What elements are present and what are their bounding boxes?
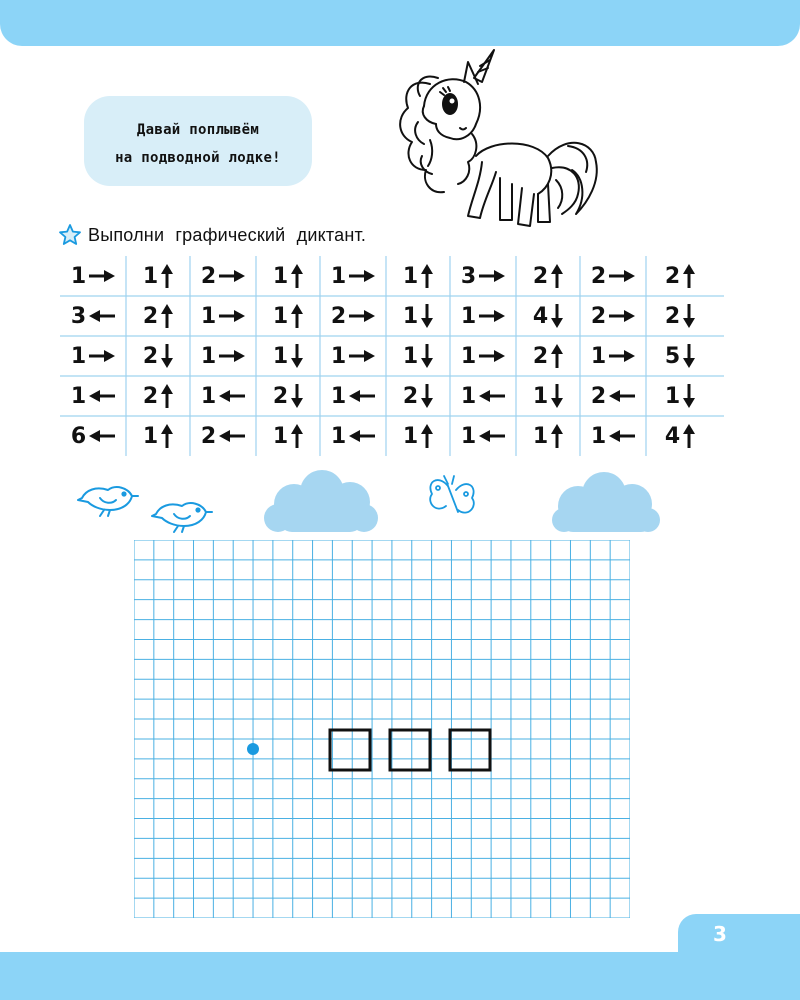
dictation-step — [190, 416, 256, 456]
dictation-step — [320, 296, 386, 336]
dictation-step — [60, 336, 126, 376]
arrow-up-icon — [161, 424, 173, 448]
bottom-band — [0, 952, 800, 1000]
dictation-step — [60, 416, 126, 456]
arrow-left-icon — [89, 429, 115, 443]
drawing-grid[interactable] — [134, 540, 630, 918]
arrow-left-icon — [349, 389, 375, 403]
dictation-step — [516, 336, 580, 376]
step-count: 2 — [330, 303, 347, 329]
step-count: 1 — [142, 423, 159, 449]
arrow-down-icon — [683, 344, 695, 368]
step-count: 5 — [664, 343, 681, 369]
arrow-left-icon — [609, 389, 635, 403]
arrow-left-icon — [219, 389, 245, 403]
step-count: 3 — [460, 263, 477, 289]
arrow-up-icon — [683, 424, 695, 448]
dictation-step — [386, 376, 450, 416]
step-count: 1 — [200, 303, 217, 329]
speech-bubble — [84, 96, 312, 186]
step-count: 1 — [330, 383, 347, 409]
arrow-right-icon — [479, 349, 505, 363]
arrow-down-icon — [291, 344, 303, 368]
arrow-right-icon — [89, 349, 115, 363]
step-count: 2 — [532, 263, 549, 289]
arrow-left-icon — [479, 389, 505, 403]
step-count: 1 — [460, 343, 477, 369]
dictation-step — [646, 376, 714, 416]
arrow-up-icon — [161, 264, 173, 288]
step-count: 1 — [460, 383, 477, 409]
dictation-row — [60, 256, 724, 296]
arrow-up-icon — [291, 264, 303, 288]
arrow-down-icon — [421, 344, 433, 368]
step-count: 2 — [664, 303, 681, 329]
instruction-text: Выполни графический диктант. — [88, 224, 367, 245]
dictation-step — [516, 256, 580, 296]
arrow-down-icon — [551, 304, 563, 328]
dictation-step — [450, 416, 516, 456]
step-count: 2 — [142, 343, 159, 369]
arrow-up-icon — [291, 304, 303, 328]
dictation-step — [190, 336, 256, 376]
step-count: 2 — [272, 383, 289, 409]
dictation-step — [320, 416, 386, 456]
square-shape — [390, 730, 430, 770]
arrow-left-icon — [479, 429, 505, 443]
step-count: 1 — [330, 343, 347, 369]
bubble-line-1: Давай поплывём — [136, 122, 260, 138]
dictation-row — [60, 376, 724, 416]
arrow-up-icon — [551, 424, 563, 448]
arrow-down-icon — [683, 384, 695, 408]
dictation-step — [516, 296, 580, 336]
arrow-left-icon — [609, 429, 635, 443]
dictation-row — [60, 296, 724, 336]
dictation-step — [60, 376, 126, 416]
arrow-right-icon — [349, 309, 375, 323]
instruction — [58, 222, 366, 248]
square-shape — [330, 730, 370, 770]
bubble-line-2: на подводной лодке! — [115, 150, 281, 166]
step-count: 1 — [272, 263, 289, 289]
step-count: 1 — [330, 423, 347, 449]
step-count: 2 — [590, 263, 607, 289]
arrow-right-icon — [219, 349, 245, 363]
arrow-right-icon — [479, 269, 505, 283]
dictation-step — [646, 416, 714, 456]
dictation-step — [256, 256, 320, 296]
dictation-step — [386, 256, 450, 296]
arrow-left-icon — [89, 389, 115, 403]
dictation-step — [60, 296, 126, 336]
step-count: 2 — [590, 383, 607, 409]
step-count: 2 — [402, 383, 419, 409]
bird-icon — [152, 503, 212, 532]
step-count: 2 — [200, 263, 217, 289]
unicorn-illustration — [372, 38, 612, 238]
step-count: 2 — [142, 303, 159, 329]
dictation-row — [60, 336, 724, 376]
dictation-step — [60, 256, 126, 296]
dictation-step — [450, 296, 516, 336]
dictation-step — [580, 376, 646, 416]
dictation-step — [450, 256, 516, 296]
arrow-up-icon — [421, 424, 433, 448]
arrow-down-icon — [421, 304, 433, 328]
step-count: 4 — [664, 423, 681, 449]
step-count: 1 — [70, 383, 87, 409]
dictation-step — [580, 416, 646, 456]
dictation-step — [450, 336, 516, 376]
dictation-step — [190, 256, 256, 296]
step-count: 1 — [532, 423, 549, 449]
step-count: 2 — [200, 423, 217, 449]
dictation-step — [126, 416, 190, 456]
dictation-step — [126, 256, 190, 296]
arrow-left-icon — [349, 429, 375, 443]
dictation-step — [646, 256, 714, 296]
dictation-step — [450, 376, 516, 416]
step-count: 1 — [200, 383, 217, 409]
arrow-up-icon — [421, 264, 433, 288]
step-count: 2 — [590, 303, 607, 329]
step-count: 1 — [402, 263, 419, 289]
cloud-icon — [264, 470, 378, 532]
dictation-step — [126, 376, 190, 416]
star-icon — [58, 223, 82, 247]
arrow-right-icon — [349, 269, 375, 283]
arrow-down-icon — [161, 344, 173, 368]
dictation-step — [126, 296, 190, 336]
arrow-right-icon — [609, 269, 635, 283]
dictation-step — [320, 376, 386, 416]
arrow-down-icon — [421, 384, 433, 408]
arrow-left-icon — [89, 309, 115, 323]
arrow-right-icon — [349, 349, 375, 363]
arrow-up-icon — [161, 304, 173, 328]
arrow-left-icon — [219, 429, 245, 443]
arrow-up-icon — [551, 344, 563, 368]
step-count: 2 — [532, 343, 549, 369]
step-count: 1 — [70, 263, 87, 289]
step-count: 1 — [460, 423, 477, 449]
dictation-step — [256, 416, 320, 456]
page-number-tab — [678, 914, 800, 958]
step-count: 1 — [272, 303, 289, 329]
cloud-icon — [552, 472, 660, 532]
dictation-step — [580, 336, 646, 376]
dictation-step — [190, 296, 256, 336]
step-count: 1 — [402, 343, 419, 369]
step-count: 2 — [142, 383, 159, 409]
step-count: 6 — [70, 423, 87, 449]
step-count: 2 — [664, 263, 681, 289]
arrow-right-icon — [89, 269, 115, 283]
arrow-down-icon — [551, 384, 563, 408]
arrow-right-icon — [609, 309, 635, 323]
step-count: 1 — [272, 343, 289, 369]
step-count: 1 — [200, 343, 217, 369]
step-count: 1 — [532, 383, 549, 409]
step-count: 1 — [664, 383, 681, 409]
step-count: 1 — [330, 263, 347, 289]
decorations — [0, 460, 800, 540]
dictation-step — [580, 296, 646, 336]
step-count: 1 — [402, 423, 419, 449]
dictation-step — [386, 296, 450, 336]
step-count: 3 — [70, 303, 87, 329]
dictation-step — [256, 296, 320, 336]
bird-icon — [78, 487, 138, 516]
dictation-step — [646, 336, 714, 376]
dictation-step — [126, 336, 190, 376]
dictation-step — [516, 416, 580, 456]
dictation-table — [60, 256, 724, 456]
dictation-step — [386, 336, 450, 376]
arrow-right-icon — [609, 349, 635, 363]
dictation-step — [256, 376, 320, 416]
arrow-right-icon — [479, 309, 505, 323]
step-count: 1 — [142, 263, 159, 289]
arrow-right-icon — [219, 269, 245, 283]
step-count: 1 — [402, 303, 419, 329]
dictation-step — [320, 256, 386, 296]
step-count: 1 — [460, 303, 477, 329]
step-count: 1 — [590, 343, 607, 369]
arrow-down-icon — [291, 384, 303, 408]
dictation-step — [256, 336, 320, 376]
arrow-right-icon — [219, 309, 245, 323]
arrow-up-icon — [161, 384, 173, 408]
step-count: 1 — [590, 423, 607, 449]
start-dot — [247, 743, 259, 755]
arrow-up-icon — [551, 264, 563, 288]
dictation-step — [580, 256, 646, 296]
arrow-up-icon — [683, 264, 695, 288]
dictation-step — [646, 296, 714, 336]
step-count: 1 — [272, 423, 289, 449]
dictation-step — [516, 376, 580, 416]
dictation-step — [320, 336, 386, 376]
step-count: 4 — [532, 303, 549, 329]
dictation-step — [190, 376, 256, 416]
dictation-row — [60, 416, 724, 456]
arrow-up-icon — [291, 424, 303, 448]
arrow-down-icon — [683, 304, 695, 328]
page-number: 3 — [713, 922, 727, 946]
square-shape — [450, 730, 490, 770]
dictation-step — [386, 416, 450, 456]
butterfly-icon — [430, 476, 474, 513]
step-count: 1 — [70, 343, 87, 369]
